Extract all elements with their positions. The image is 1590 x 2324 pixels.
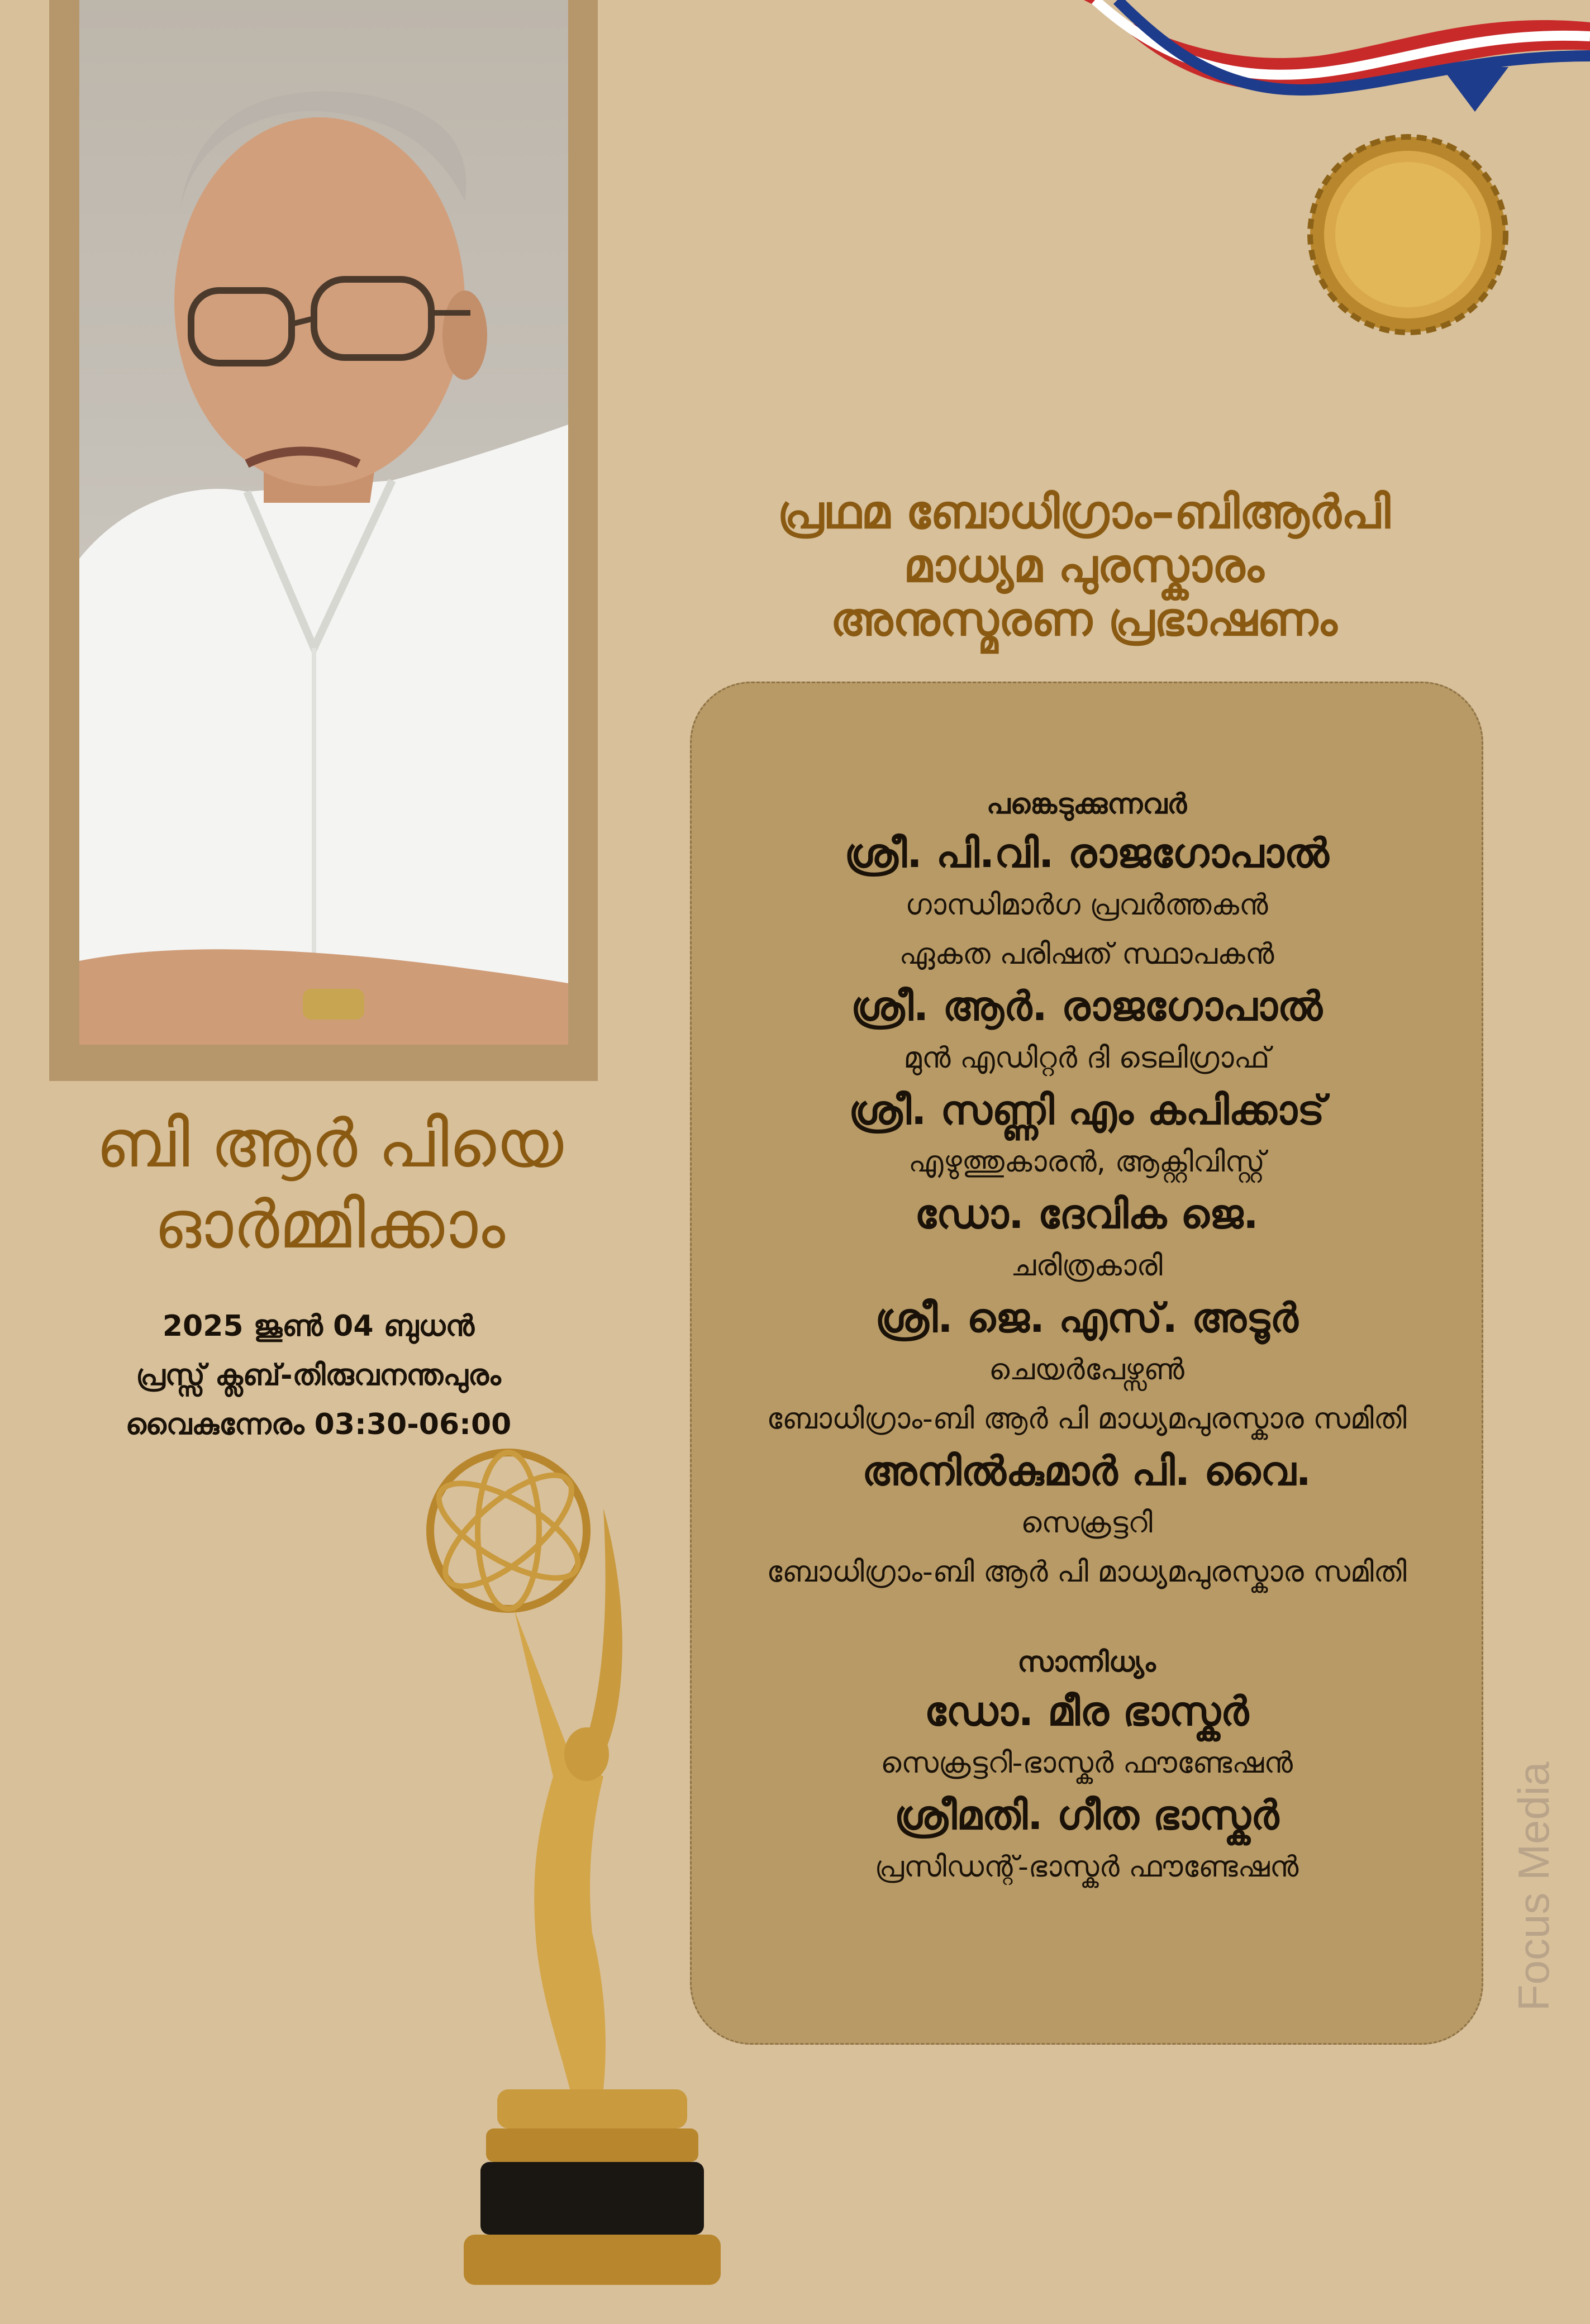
participant-role: ഗാന്ധിമാർഗ പ്രവർത്തകൻ [905, 888, 1268, 922]
main-title [22, 1103, 637, 1265]
presence-name: ശ്രീമതി. ഗീത ഭാസ്കർ [894, 1792, 1279, 1839]
participant-name: ഡോ. ദേവിക ജെ. [915, 1190, 1259, 1237]
event-time: വൈകുന്നേരം 03:30-06:00 [125, 1408, 512, 1441]
presence-label: സാന്നിധ്യം [1017, 1646, 1156, 1678]
portrait-photo [79, 0, 568, 1045]
presence-role: സെക്രട്ടറി-ഭാസ്കർ ഫൗണ്ടേഷൻ [880, 1746, 1293, 1780]
event-date: 2025 ജൂൺ 04 ബുധൻ [162, 1309, 475, 1343]
participant-name: ശ്രീ. സണ്ണി എം കപിക്കാട് [849, 1087, 1325, 1134]
participant-role: എഴുത്തുകാരൻ, ആക്റ്റിവിസ്റ്റ് [908, 1145, 1265, 1179]
presence-name: ഡോ. മീര ഭാസ്കർ [924, 1688, 1249, 1735]
participant-role: ചെയർപേഴ്സൺ [988, 1353, 1185, 1387]
event-venue: പ്രസ്സ് ക്ലബ്-തിരുവനന്തപുരം [136, 1359, 501, 1392]
participant-name: ശ്രീ. ജെ. എസ്. അടൂർ [875, 1294, 1298, 1341]
participant-name: ശ്രീ. പി.വി. രാജഗോപാൽ [844, 830, 1329, 877]
heading-line-1: പ്രഥമ ബോധിഗ്രാം–ബിആർപി [777, 486, 1391, 539]
participant-role: ഏകത പരിഷത് സ്ഥാപകൻ [899, 937, 1274, 971]
watermark: Focus Media [1509, 1761, 1558, 2011]
participant-role: മുൻ എഡിറ്റർ ദി ടെലിഗ്രാഫ് [903, 1041, 1270, 1075]
main-title-line-1: ബി ആർ പിയെ [96, 1105, 564, 1182]
participants-label: പങ്കെടുക്കുന്നവർ [986, 788, 1187, 820]
participant-role: ബോധിഗ്രാം-ബി ആർ പി മാധ്യമപുരസ്കാര സമിതി [767, 1402, 1407, 1436]
participant-name: അനിൽകുമാർ പി. വൈ. [862, 1447, 1311, 1494]
portrait-illustration [79, 0, 568, 1045]
heading-line-3: അനുസ്മരണ പ്രഭാഷണം [830, 593, 1337, 646]
event-heading [704, 486, 1464, 647]
participant-role: ചരിത്രകാരി [1011, 1249, 1163, 1283]
medal-icon [1302, 123, 1514, 341]
heading-line-2: മാധ്യമ പുരസ്കാരം [903, 540, 1264, 593]
trophy-icon [369, 1441, 827, 2296]
presence-role: പ്രസിഡന്റ്-ഭാസ്കർ ഫൗണ്ടേഷൻ [874, 1850, 1299, 1884]
participant-role: ബോധിഗ്രാം-ബി ആർ പി മാധ്യമപുരസ്കാര സമിതി [767, 1555, 1407, 1589]
participant-role: സെക്രട്ടറി [1021, 1506, 1153, 1540]
event-details [67, 1302, 570, 1449]
main-title-line-2: ഓർമ്മിക്കാം [154, 1186, 506, 1263]
participant-name: ശ്രീ. ആർ. രാജഗോപാൽ [851, 983, 1322, 1030]
